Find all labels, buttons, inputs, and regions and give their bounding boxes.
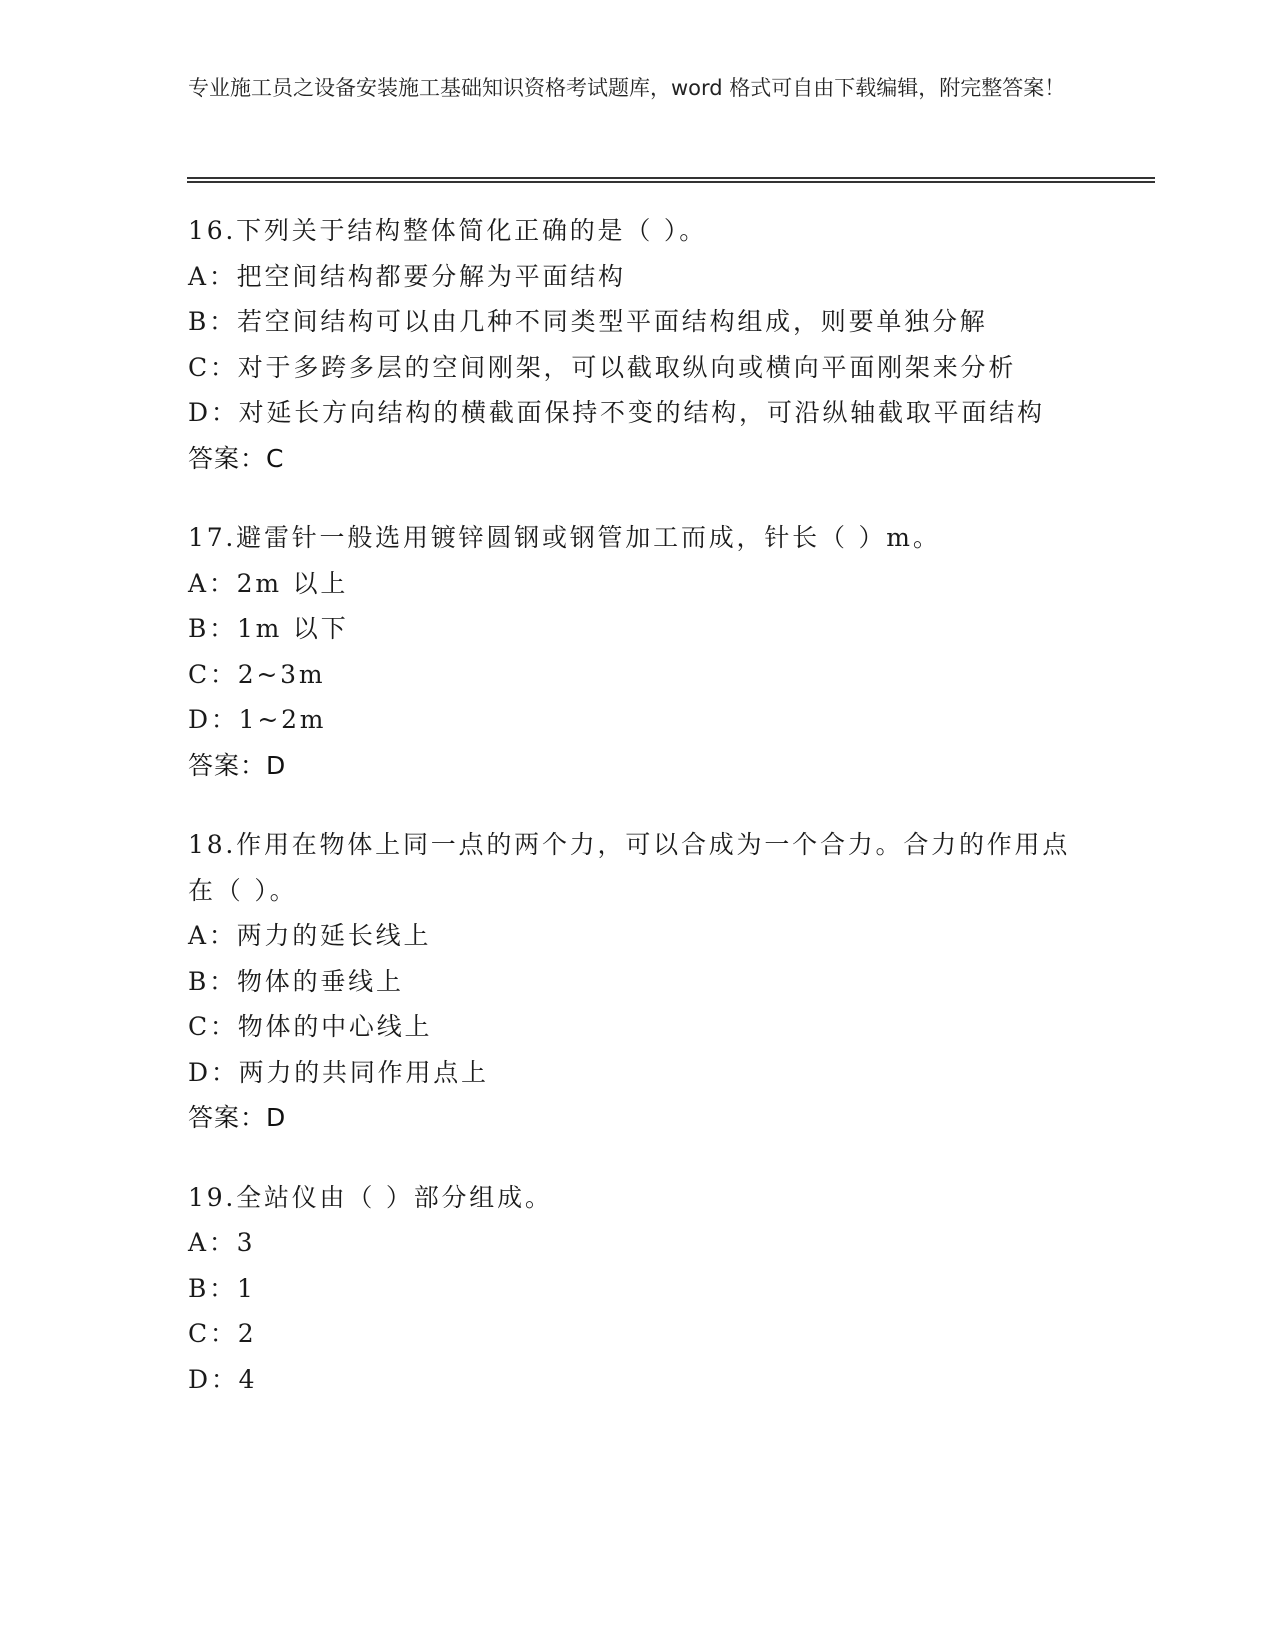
question-16 [188,208,1088,481]
question-stem: 18.作用在物体上同一点的两个力，可以合成为一个合力。合力的作用点在（ ）。 [188,830,1071,905]
option-d: D：两力的共同作用点上 [188,1057,489,1087]
option-b: B：若空间结构可以由几种不同类型平面结构组成，则要单独分解 [188,307,988,336]
option-c: C：2 [188,1319,257,1348]
option-b: B：1m 以下 [188,614,349,643]
header-double-rule [187,177,1155,183]
option-b: B：物体的垂线上 [188,966,404,996]
question-19 [188,1175,1088,1403]
question-stem: 19.全站仪由（ ）部分组成。 [188,1182,553,1212]
option-a: A：把空间结构都要分解为平面结构 [188,261,626,291]
option-a: A：两力的延长线上 [188,921,432,950]
question-stem: 17.避雷针一般选用镀锌圆钢或钢管加工而成，针长（ ）m。 [188,523,941,552]
option-d: D：1~2m [188,705,327,734]
option-a: A：3 [188,1228,256,1257]
document-header: 专业施工员之设备安装施工基础知识资格考试题库，word 格式可自由下载编辑，附完整答案！ [188,76,1066,100]
answer: 答案：C [188,443,285,473]
option-d: D：对延长方向结构的横截面保持不变的结构，可沿纵轴截取平面结构 [188,398,1045,427]
question-list [188,208,1088,1436]
option-a: A：2m 以上 [188,568,349,598]
option-d: D：4 [188,1364,258,1394]
answer: 答案：D [188,750,287,780]
answer: 答案：D [188,1103,287,1132]
option-c: C：物体的中心线上 [188,1012,433,1041]
option-b: B：1 [188,1273,256,1303]
option-c: C：对于多跨多层的空间刚架，可以截取纵向或横向平面刚架来分析 [188,352,1017,382]
question-17 [188,515,1088,788]
question-18 [188,822,1088,1141]
option-c: C：2~3m [188,659,326,689]
question-stem: 16.下列关于结构整体简化正确的是（ ）。 [188,216,708,245]
